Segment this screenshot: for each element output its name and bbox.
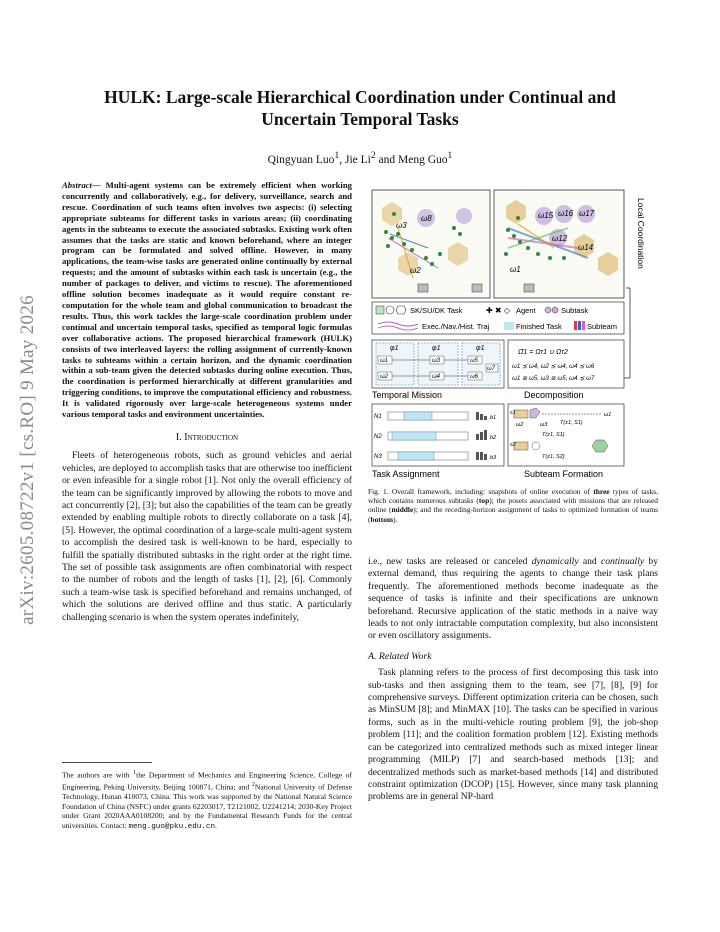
- legend-task: SK/SU/DK Task: [410, 306, 463, 315]
- legend-agent: Agent: [516, 306, 536, 315]
- author-1-affil: 1: [334, 150, 340, 161]
- figure-1-graphic: [368, 188, 656, 480]
- svg-text:ω1: ω1: [604, 412, 612, 418]
- legend-finished: Finished Task: [516, 322, 562, 331]
- related-work-paragraph-1: Task planning refers to the process of first decomposing this task into sub-tasks and then assigning them to the team, see [7], [8], [9] for comprehensive surveys. Different optimization criteria can be chosen, such as MinSUM [8]; and MinMAX [10]. The tasks can be specified in various forms, such as in the multi-vehicle routing problem [9], the job-shop problem [11]; and the coalition formation problem [12]. Existing methods can be categorized into centralized methods such as mixed integer linear programming (MILP) [7] and search-based methods [13]; and decentralized methods such as market-based methods [14] and distributed constraint optimization (DCOP) [15]. However, since many task planning problems are in general NP-hard: [368, 667, 658, 803]
- contact-email[interactable]: meng.guo@pku.edu.cn: [128, 823, 216, 832]
- abstract-label: Abstract: [62, 180, 92, 190]
- left-column: [62, 180, 352, 624]
- figure-1: [368, 188, 656, 480]
- svg-text:ω6: ω6: [470, 374, 479, 380]
- caption-bold-1: three: [593, 487, 610, 496]
- svg-text:ω2: ω2: [380, 374, 389, 380]
- intro-cont-b: and: [578, 556, 601, 567]
- title-line-1: HULK: Large-scale Hierarchical Coordination under Continual and: [104, 87, 616, 107]
- footnote-sup-1: 1: [132, 769, 137, 776]
- subteam-icon: [574, 321, 577, 330]
- abstract: [62, 180, 352, 420]
- omega-label-3: ω3: [396, 221, 407, 230]
- caption-part-a: Fig. 1. Overall framework, including: snapshots of online execution of: [368, 487, 594, 496]
- phi-label-3: φ1: [476, 345, 485, 352]
- svg-text:T(z1, S1): T(z1, S1): [560, 420, 583, 426]
- legend-trajectory: Exec./Nav./Hist. Traj: [422, 322, 490, 331]
- svg-text:ω1: ω1: [380, 358, 389, 364]
- caption-bold-4: bottom: [370, 514, 394, 524]
- author-2: Jie Li: [344, 153, 371, 166]
- svg-text:N2: N2: [374, 434, 382, 440]
- svg-text:ω2: ω2: [516, 422, 524, 428]
- subtask-icon: [545, 307, 551, 313]
- omega-label-15: ω15: [538, 211, 554, 220]
- svg-text:ω3: ω3: [432, 358, 441, 364]
- figure-1-caption: [368, 487, 658, 524]
- decomposition-label: Decomposition: [524, 390, 584, 400]
- author-list: Qingyuan Luo$^1$, Jie Li$^2$ and Meng Guo$^1$: [267, 150, 453, 166]
- intro-cont-a: i.e., new tasks are released or canceled: [368, 556, 532, 567]
- abstract-body: — Multi-agent systems can be extremely efficient when working concurrently and collaboratively, e.g., for delivery, surveillance, search and rescue. Coordination of such teams often involves two aspects: (i) selecting appropriate subteams for different tasks in various areas; (ii) coordinating agents in the subteams to execute the associated subtasks. Existing work often assumes that the tasks are static and known beforehand, where an integer program can be formulated and solved offline. However, in many applications, the team-wise tasks are generated online continually by external requests; and the amount of subtasks within each task is uncertain (e.g., the number of packages to deliver, and victims to rescue). The aforementioned offline solution becomes inadequate as it would require constant re-computation for the whole team and global communication to broadcast the results. Thus, this work tackles the large-scale coordination problem under continual and uncertain temporal tasks, specified as temporal logic formulas over collaborative actions. The proposed hierarchical framework (HULK) consists of two interleaved layers: the rolling assignment of currently-known tasks to subteams within a certain horizon, and the dynamic coordination within a sub-team given the detected subtasks during online execution. Thus, the coordination is performed hierarchically at different granularities and triggering conditions, to improve the computational efficiency and robustness. It is validated rigorously over large-scale heterogeneous systems under various temporal tasks and environment uncertainties.: [62, 180, 352, 420]
- arxiv-stamp: [8, 250, 48, 670]
- intro-paragraph-1-continued: [368, 556, 658, 643]
- caption-part-d: ); the posets associated with missions that are released online (: [368, 496, 658, 515]
- svg-text:s1: s1: [510, 410, 516, 416]
- task-assignment-label: Task Assignment: [372, 469, 440, 479]
- agent-icon: ✚ ✖ ◇: [486, 306, 511, 315]
- svg-text:T(z1, S1): T(z1, S1): [542, 432, 565, 438]
- author-3-affil: 1: [447, 150, 453, 161]
- footnote: [62, 768, 352, 833]
- omega-label-8: ω8: [421, 214, 432, 223]
- caption-bold-2: top: [478, 496, 490, 506]
- dk-task-icon: [396, 306, 406, 314]
- caption-bold-3: middle: [391, 505, 414, 515]
- su-task-icon: [386, 306, 394, 314]
- decomposition-eq-1: Ω̄1 = Ωτ1 ∪ Ωτ2: [518, 349, 568, 356]
- decomposition-eq-3: ω1 ≅ ω5, ω3 ≅ ω5, ω4 ⪯ ω7: [512, 375, 595, 382]
- author-3: Meng Guo: [398, 153, 448, 166]
- intro-cont-c: by external demand, thus requiring the agents to change their task plans frequently. The aforementioned methods become inadequate as the sequence of tasks is infinite and their specifications are unknown beforehand. Recursive application of the static methods in a naive way leads to not only intractable computation complexity, but also inconsistent or even oscillatory assignments.: [368, 556, 658, 642]
- intro-cont-em-1: dynamically: [531, 556, 579, 567]
- legend-subteam: Subteam: [587, 322, 618, 331]
- b-label-2: b2: [490, 435, 497, 441]
- svg-text:N3: N3: [374, 454, 382, 460]
- omega-label-16: ω16: [558, 209, 574, 218]
- b-label-3: b3: [490, 455, 497, 461]
- subsection-heading-related-work: A. Related Work: [368, 650, 432, 662]
- footnote-sup-2: 2: [251, 781, 255, 789]
- svg-text:ω4: ω4: [432, 374, 441, 380]
- svg-text:s2: s2: [510, 442, 516, 448]
- caption-part-e: ); and the receding-horizon assignment of tasks to optimized formation of teams (: [368, 505, 658, 524]
- finished-task-icon: [504, 322, 514, 330]
- footnote-text-4: .: [215, 821, 217, 831]
- paper-title: [80, 86, 640, 130]
- caption-part-f: ).: [393, 514, 398, 524]
- phi-label-1: φ1: [390, 345, 399, 352]
- svg-text:ω5: ω5: [470, 358, 479, 364]
- caption-part-c: types of tasks, which contains numerous subtasks (: [368, 487, 658, 506]
- omega-label-17: ω17: [579, 209, 595, 218]
- section-heading-introduction: I. Introduction: [175, 431, 239, 443]
- svg-text:N1: N1: [374, 414, 382, 420]
- subteam-formation-label: Subteam Formation: [524, 469, 604, 479]
- local-coordination-label: Local Coordination: [636, 198, 646, 269]
- right-column: [368, 556, 658, 804]
- legend-subtask: Subtask: [561, 306, 589, 315]
- svg-text:ω3: ω3: [540, 422, 548, 428]
- arxiv-id: arXiv:2605.08722v1 [cs.RO] 9 May 2026: [17, 295, 38, 625]
- footnote-rule: [62, 762, 152, 763]
- author-1: Qingyuan Luo: [267, 153, 335, 166]
- author-and: and: [378, 153, 396, 166]
- footnote-text-2: the Department of Mechanics and Engineering Science, College of Engineering, Peking University, Beijing 100871, China; and: [62, 770, 352, 792]
- author-2-affil: 2: [370, 150, 376, 161]
- sk-task-icon: [376, 306, 384, 314]
- b-label-1: b1: [490, 415, 497, 421]
- footnote-text-1: The authors are with: [62, 770, 133, 780]
- omega-label-12: ω12: [552, 234, 568, 243]
- omega-label-2: ω2: [410, 266, 421, 275]
- svg-text:T(z1, S2): T(z1, S2): [542, 454, 565, 460]
- decomposition-eq-2: ω1 ⪯ ω4, ω2 ⪯ ω4, ω4 ⪯ ω6: [512, 363, 595, 370]
- svg-text:ω7: ω7: [487, 366, 496, 372]
- footnote-text-3: National University of Defense Technology, Hunan 410073, China. This work was supported by the National Natural Science Foundation of China (NSFC) under grants 62203017, T2121002, U2241214; 2030-Key Project under Grant 2020AAA0108200; and by the Fundamental Research Funds for the central universities. Contact:: [62, 782, 353, 831]
- intro-cont-em-2: continually: [600, 556, 645, 567]
- omega-label-14: ω14: [578, 243, 594, 252]
- intro-paragraph-1: Fleets of heterogeneous robots, such as ground vehicles and aerial vehicles, are deployed to accomplish tasks that are otherwise too inefficient or even infeasible for a single robot [1]. Not only the overall efficiency of the team can be significantly improved by allowing the robots to move and act concurrently [2], [3]; but also the capabilities of the team can be greatly extended by enabling multiple robots to directly collaborate on a task [4], [5]. However, the optimal coordination of a large-scale multi-agent system to accomplish the desired task is well-known to be hard, especially to fulfill the spatially distributed subtasks in the right order at the right time. The set of possible task assignments are often combinatorial with respect to the number of robots and the length of tasks [1], [2], [6]. Commonly such a team-wise task is specified beforehand and remains unchanged, of which the solutions are derived offline and thus static. A particularly challenging scenario is when the system operates indefinitely,: [62, 450, 352, 623]
- title-line-2: Uncertain Temporal Tasks: [261, 109, 459, 129]
- omega-label-1: ω1: [510, 265, 521, 274]
- temporal-mission-label: Temporal Mission: [372, 390, 443, 400]
- phi-label-2: φ1: [432, 345, 441, 352]
